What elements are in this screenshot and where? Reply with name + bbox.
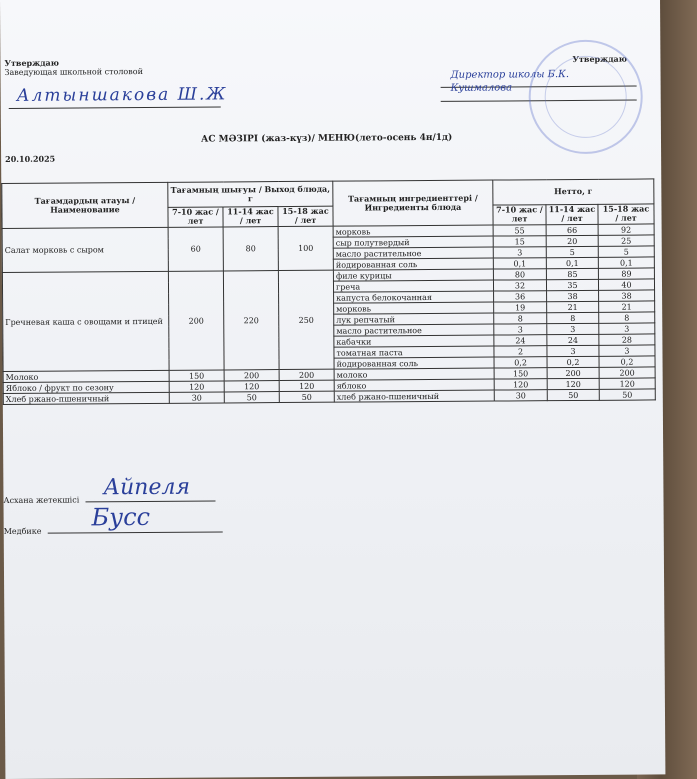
- nurse-signature-line: [48, 531, 223, 533]
- ingredient-name: морковь: [333, 225, 493, 237]
- netto-15-18: 28: [599, 334, 655, 345]
- netto-15-18: 38: [599, 290, 655, 301]
- school-stamp: [528, 40, 643, 155]
- netto-15-18: 120: [599, 378, 655, 389]
- ingredient-name: филе курицы: [333, 269, 493, 281]
- yield-7-10: 200: [168, 271, 224, 370]
- menu-table: [1, 178, 656, 405]
- yield-7-10: 30: [169, 392, 224, 403]
- netto-11-14: 24: [547, 334, 599, 345]
- netto-7-10: 3: [493, 247, 546, 258]
- yield-15-18: 50: [279, 391, 334, 402]
- netto-11-14: 3: [547, 323, 599, 334]
- cook-label: Асхана жетекшісі: [3, 495, 80, 505]
- netto-7-10: 24: [494, 335, 547, 346]
- netto-15-18: 3: [599, 345, 655, 356]
- yield-11-14: 80: [223, 227, 278, 271]
- netto-15-18: 5: [598, 246, 654, 257]
- netto-15-18: 40: [598, 279, 654, 290]
- header-age-11-14: 11-14 жас / лет: [223, 206, 278, 227]
- yield-11-14: 120: [224, 381, 279, 392]
- netto-11-14: 35: [546, 279, 598, 290]
- netto-11-14: 20: [546, 235, 598, 246]
- nurse-signature: Бусс: [91, 502, 151, 532]
- yield-7-10: 60: [168, 227, 223, 271]
- netto-7-10: 0,2: [494, 357, 547, 368]
- netto-7-10: 30: [494, 390, 547, 401]
- dish-name: Молоко: [3, 370, 169, 382]
- netto-11-14: 5: [546, 246, 598, 257]
- netto-15-18: 89: [598, 268, 654, 279]
- netto-7-10: 120: [494, 379, 547, 390]
- signature-line-head: [9, 106, 221, 108]
- netto-15-18: 3: [599, 323, 655, 334]
- netto-15-18: 8: [599, 312, 655, 323]
- netto-11-14: 0,1: [546, 257, 598, 268]
- netto-11-14: 8: [547, 312, 599, 323]
- yield-15-18: 100: [278, 226, 333, 270]
- netto-15-18: 0,2: [599, 356, 655, 367]
- netto-15-18: 21: [599, 301, 655, 312]
- netto-7-10: 3: [494, 324, 547, 335]
- yield-11-14: 220: [223, 271, 279, 370]
- header-yield: Тағамның шығуы / Выход блюда, г: [168, 181, 333, 207]
- netto-11-14: 200: [547, 367, 599, 378]
- netto-11-14: 38: [547, 290, 599, 301]
- netto-11-14: 120: [547, 378, 599, 389]
- netto-11-14: 21: [547, 301, 599, 312]
- netto-15-18: 0,1: [598, 257, 654, 268]
- netto-7-10: 8: [494, 313, 547, 324]
- dish-name: Хлеб ржано-пшеничный: [3, 392, 169, 404]
- ingredient-name: кабачки: [334, 335, 494, 347]
- yield-11-14: 50: [224, 392, 279, 403]
- head-position: Заведующая школьной столовой: [4, 67, 143, 77]
- nurse-label: Медбике: [3, 526, 42, 536]
- ingredient-name: масло растительное: [334, 324, 494, 336]
- ingredient-name: томатная паста: [334, 346, 494, 358]
- head-signature: Алтыншакова Ш.Ж: [16, 84, 228, 106]
- yield-15-18: 250: [278, 270, 334, 369]
- ingredient-name: молоко: [334, 368, 494, 380]
- cook-signature: Айпеля: [103, 474, 191, 501]
- ingredient-name: йодированная соль: [333, 258, 493, 270]
- menu-date: 20.10.2025: [5, 153, 56, 164]
- ingredient-name: яблоко: [334, 379, 494, 391]
- netto-7-10: 15: [493, 236, 546, 247]
- header-netto-11-14: 11-14 жас / лет: [546, 204, 598, 225]
- ingredient-name: морковь: [334, 302, 494, 314]
- yield-7-10: 120: [169, 381, 224, 392]
- ingredient-name: хлеб ржано-пшеничный: [334, 390, 494, 402]
- header-dish: Тағамдардың атауы / Наименование: [2, 182, 168, 228]
- dish-name: Яблоко / фрукт по сезону: [3, 381, 169, 393]
- menu-title: АС МӘЗІРІ (жаз-күз)/ МЕНЮ(лето-осень 4н/1д): [200, 132, 453, 145]
- yield-15-18: 120: [279, 380, 334, 391]
- netto-7-10: 32: [493, 280, 546, 291]
- cook-signature-line: [86, 501, 216, 503]
- ingredient-name: йодированная соль: [334, 357, 494, 369]
- header-age-7-10: 7-10 жас / лет: [168, 207, 223, 228]
- header-age-15-18: 15-18 жас / лет: [278, 206, 333, 227]
- netto-7-10: 36: [494, 291, 547, 302]
- ingredient-name: греча: [333, 280, 493, 292]
- header-netto: Нетто, г: [493, 179, 654, 205]
- yield-7-10: 150: [169, 370, 224, 381]
- ingredient-name: лук репчатый: [334, 313, 494, 325]
- director-signature: Директор школы Б.К. Кушмалова: [450, 69, 570, 94]
- ingredient-name: капуста белокочанная: [334, 291, 494, 303]
- netto-11-14: 85: [546, 268, 598, 279]
- netto-7-10: 55: [493, 225, 546, 236]
- netto-15-18: 200: [599, 367, 655, 378]
- netto-11-14: 0,2: [547, 356, 599, 367]
- netto-7-10: 80: [493, 269, 546, 280]
- netto-7-10: 2: [494, 346, 547, 357]
- netto-15-18: 50: [599, 389, 655, 400]
- dish-name: Гречневая каша с овощами и птицей: [2, 271, 169, 371]
- header-netto-7-10: 7-10 жас / лет: [493, 204, 546, 225]
- ingredient-name: масло растительное: [333, 247, 493, 259]
- netto-7-10: 0,1: [493, 258, 546, 269]
- yield-11-14: 200: [224, 370, 279, 381]
- dish-name: Салат морковь с сыром: [2, 227, 168, 272]
- netto-7-10: 150: [494, 368, 547, 379]
- header-netto-15-18: 15-18 жас / лет: [598, 204, 654, 225]
- yield-15-18: 200: [279, 369, 334, 380]
- approve-label-left: Утверждаю: [4, 57, 59, 68]
- netto-15-18: 92: [598, 224, 654, 235]
- netto-11-14: 50: [547, 389, 599, 400]
- ingredient-name: сыр полутвердый: [333, 236, 493, 248]
- netto-11-14: 66: [546, 224, 598, 235]
- approval-block-left: [4, 57, 143, 78]
- netto-11-14: 3: [547, 345, 599, 356]
- netto-15-18: 25: [598, 235, 654, 246]
- header-ingredients: Тағамның ингредиенттері / Ингредиенты блюда: [333, 180, 493, 226]
- netto-7-10: 19: [494, 302, 547, 313]
- approve-label-right: Утверждаю: [572, 53, 627, 65]
